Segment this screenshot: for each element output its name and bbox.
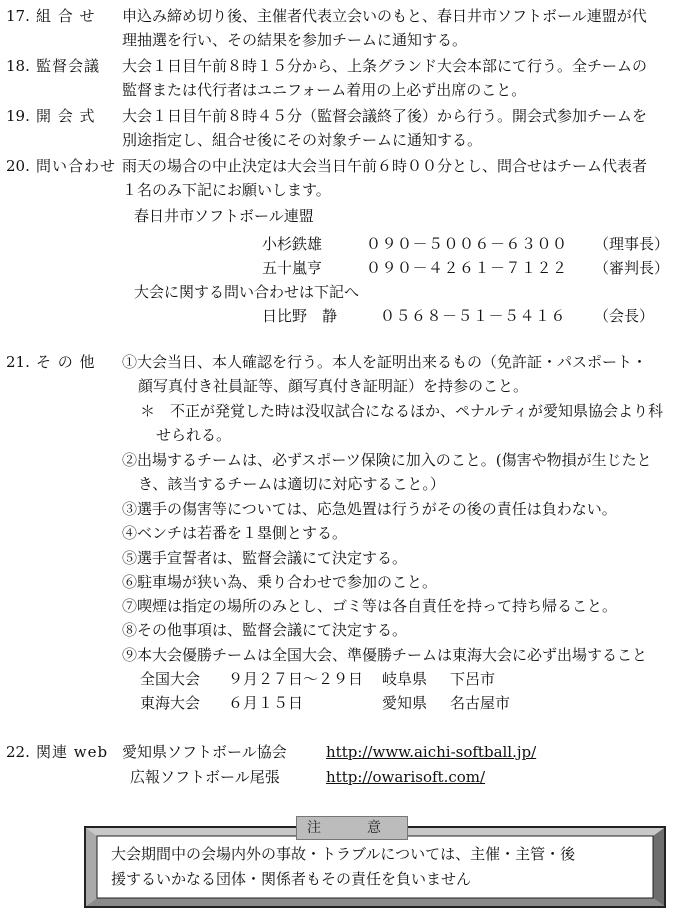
rule-3: ③選手の傷害等については、応急処置は行うがその後の責任は負わない。	[122, 500, 617, 518]
tournament-city: 下呂市	[450, 670, 496, 688]
notice-title: 注 意	[296, 816, 408, 840]
rule-note: ＊ 不正が発覚した時は没収試合になるほか、ペナルティが愛知県協会より科	[140, 402, 664, 420]
rule-2-cont: き、該当するチームは適切に対応すること。）	[138, 475, 445, 493]
tournament-date: ６月１５日	[228, 694, 304, 712]
item-number: 19.	[6, 107, 30, 125]
item-title: 組 合 せ	[36, 7, 96, 25]
item-number: 20.	[6, 157, 30, 175]
tournament-city: 名古屋市	[450, 694, 511, 712]
contact-role: （理事長）	[594, 235, 670, 253]
other-inquiry-label: 大会に関する問い合わせは下記へ	[134, 283, 360, 301]
item-number: 18.	[6, 57, 30, 75]
rule-1: ①大会当日、本人確認を行う。本人を証明出来るもの（免許証・パスポート・	[122, 353, 648, 371]
contact-tel: ０９０－５００６－６３００	[366, 235, 568, 253]
notice-text: 援するいかなる団体・関係者もその責任を負いません	[111, 870, 472, 888]
item-text: 理抽選を行い、その結果を参加チームに通知する。	[122, 31, 468, 49]
contact-role: （会長）	[594, 307, 655, 325]
rule-7: ⑦喫煙は指定の場所のみとし、ゴミ等は各自責任を持って持ち帰ること。	[122, 597, 618, 615]
tournament-pref: 愛知県	[382, 694, 428, 712]
rule-1-cont: 顔写真付き社員証等、顔写真付き証明証）を持参のこと。	[138, 377, 529, 395]
tournament-name: 東海大会	[140, 694, 201, 712]
rule-note-cont: せられる。	[156, 426, 232, 444]
item-number: 22.	[6, 743, 30, 761]
rule-2: ②出場するチームは、必ずスポーツ保険に加入のこと。(傷害や物損が生じたと	[122, 451, 652, 469]
link-aichi-softball[interactable]: http://www.aichi-softball.jp/	[326, 743, 537, 761]
tournament-date: ９月２７日～２９日	[228, 670, 364, 688]
item-title: 問い合わせ	[36, 157, 117, 175]
item-number: 21.	[6, 353, 30, 371]
contact-name: 小杉鉄雄	[262, 235, 323, 253]
contact-role: （審判長）	[594, 259, 670, 277]
item-title: 監督会議	[36, 57, 101, 75]
contact-tel: ０５６８－５１－５４１６	[380, 307, 567, 325]
tournament-pref: 岐阜県	[382, 670, 428, 688]
item-text: 大会１日目午前８時１５分から、上条グランド大会本部にて行う。全チームの	[122, 57, 648, 75]
rule-4: ④ベンチは若番を１塁側とする。	[122, 524, 348, 542]
item-number: 17.	[6, 7, 30, 25]
contact-tel: ０９０－４２６１－７１２２	[366, 259, 568, 277]
item-text: 別途指定し、組合せ後にその対象チームに通知する。	[122, 131, 483, 149]
rule-9: ⑨本大会優勝チームは全国大会、準優勝チームは東海大会に必ず出場すること	[122, 646, 648, 664]
link-owarisoft[interactable]: http://owarisoft.com/	[326, 768, 486, 786]
tournament-name: 全国大会	[140, 670, 201, 688]
item-text: 監督または代行者はユニフォーム着用の上必ず出席のこと。	[122, 81, 527, 99]
item-title: 開 会 式	[36, 107, 96, 125]
item-title: 関連 web	[36, 743, 109, 761]
rule-8: ⑧その他事項は、監督会議にて決定する。	[122, 621, 408, 639]
item-text: 申込み締め切り後、主催者代表立会いのもと、春日井市ソフトボール連盟が代	[122, 7, 647, 25]
rule-5: ⑤選手宣誓者は、監督会議にて決定する。	[122, 549, 408, 567]
contact-name: 五十嵐亨	[262, 259, 323, 277]
rule-6: ⑥駐車場が狭い為、乗り合わせで参加のこと。	[122, 573, 438, 591]
link-label: 広報ソフトボール尾張	[130, 768, 280, 786]
item-text: 大会１日目午前８時４５分（監督会議終了後）から行う。開会式参加チームを	[122, 107, 648, 125]
item-text: １名のみ下記にお願いします。	[122, 181, 331, 199]
item-text: 雨天の場合の中止決定は大会当日午前６時００分とし、問合せはチーム代表者	[122, 157, 648, 175]
contact-name: 日比野 静	[262, 307, 338, 325]
link-label: 愛知県ソフトボール協会	[122, 743, 287, 761]
org-name: 春日井市ソフトボール連盟	[134, 207, 314, 225]
item-title: そ の 他	[36, 353, 96, 371]
notice-text: 大会期間中の会場内外の事故・トラブルについては、主催・主管・後	[111, 845, 576, 863]
